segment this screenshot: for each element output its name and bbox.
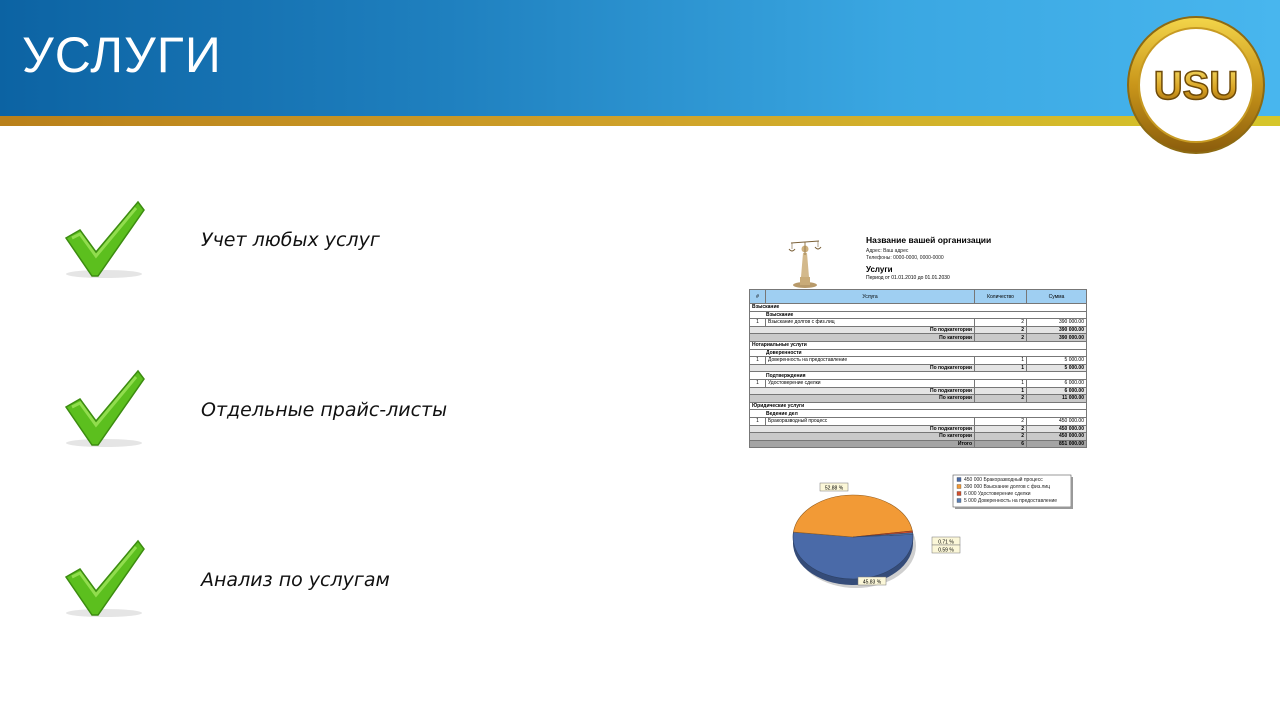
pie-data-label xyxy=(858,577,886,586)
sum-cell: 5 000.00 xyxy=(1027,364,1087,372)
org-address: Адрес: Ваш адрес xyxy=(866,248,909,254)
category-cell: Нотариальные услуги xyxy=(750,341,1087,349)
row-number-cell: 1 xyxy=(750,379,766,387)
sum-cell: 390 000.00 xyxy=(1027,319,1087,327)
services-pie-chart xyxy=(750,470,1090,595)
svg-text:0.59 %: 0.59 % xyxy=(938,547,954,554)
org-name: Название вашей организации xyxy=(866,235,992,245)
pie-slice xyxy=(793,495,912,537)
bullet-text-analysis: Анализ по услугам xyxy=(201,569,390,591)
pie-legend xyxy=(953,475,1073,509)
usu-logo xyxy=(1125,14,1267,156)
page-title: УСЛУГИ xyxy=(22,27,222,83)
category-cell: Взыскание xyxy=(750,304,1087,312)
check-icon xyxy=(58,369,150,449)
report-title: Услуги xyxy=(866,265,893,274)
table-row xyxy=(750,395,1087,403)
sum-cell: 6 000.00 xyxy=(1027,387,1087,395)
check-icon xyxy=(58,200,150,280)
legend-entry: 6 000 Удостоверение сделки xyxy=(964,491,1031,497)
svg-text:0.71 %: 0.71 % xyxy=(938,539,954,546)
col-header: # xyxy=(750,290,766,304)
table-row xyxy=(750,304,1087,312)
service-name-cell: Взыскание долгов с физ.лиц xyxy=(766,319,975,327)
subtotal-label-cell: По категории xyxy=(750,433,975,441)
check-icon xyxy=(58,539,150,619)
quantity-cell: 1 xyxy=(975,387,1027,395)
legend-entry: 450 000 Бракоразводный процесс xyxy=(964,477,1043,483)
themis-statue-icon xyxy=(786,233,824,289)
table-row xyxy=(750,349,1087,357)
sum-cell: 450 000.00 xyxy=(1027,425,1087,433)
subtotal-label-cell: Итого xyxy=(750,440,975,448)
table-row xyxy=(750,387,1087,395)
table-row xyxy=(750,425,1087,433)
col-header: Количество xyxy=(975,290,1027,304)
table-row xyxy=(750,334,1087,342)
quantity-cell: 1 xyxy=(975,364,1027,372)
quantity-cell: 2 xyxy=(975,425,1027,433)
table-row xyxy=(750,326,1087,334)
table-row xyxy=(750,402,1087,410)
quantity-cell: 2 xyxy=(975,334,1027,342)
bullet-text-pricelists: Отдельные прайс-листы xyxy=(201,399,448,421)
legend-swatch xyxy=(957,485,961,489)
bullet-text-services: Учет любых услуг xyxy=(201,229,380,251)
sum-cell: 390 000.00 xyxy=(1027,326,1087,334)
legend-entry: 390 000 Взыскание долгов с физ.лиц xyxy=(964,484,1051,490)
table-row xyxy=(750,357,1087,365)
service-name-cell: Удостоверение сделки xyxy=(766,379,975,387)
sum-cell: 450 000.00 xyxy=(1027,433,1087,441)
quantity-cell: 2 xyxy=(975,319,1027,327)
legend-entry: 5 000 Доверенность на предоставление xyxy=(964,498,1058,504)
subtotal-label-cell: По подкатегории xyxy=(750,425,975,433)
quantity-cell: 2 xyxy=(975,417,1027,425)
header-bar xyxy=(0,0,1280,116)
pie-data-label xyxy=(932,537,960,546)
category-cell: Юридические услуги xyxy=(750,402,1087,410)
table-row xyxy=(750,311,1087,319)
service-name-cell: Бракоразводный процесс xyxy=(766,417,975,425)
quantity-cell: 1 xyxy=(975,357,1027,365)
table-row xyxy=(750,410,1087,418)
subtotal-label-cell: По категории xyxy=(750,334,975,342)
subtotal-label-cell: По подкатегории xyxy=(750,326,975,334)
logo-text: USU xyxy=(1153,64,1239,108)
sum-cell: 5 000.00 xyxy=(1027,357,1087,365)
table-row xyxy=(750,440,1087,448)
legend-swatch xyxy=(957,492,961,496)
table-header-row xyxy=(750,290,1087,304)
row-number-cell: 1 xyxy=(750,357,766,365)
legend-swatch xyxy=(957,478,961,482)
table-row xyxy=(750,372,1087,380)
table-row xyxy=(750,433,1087,441)
table-row xyxy=(750,341,1087,349)
quantity-cell: 2 xyxy=(975,326,1027,334)
col-header: Сумма xyxy=(1027,290,1087,304)
table-row xyxy=(750,379,1087,387)
pie-data-label xyxy=(820,483,848,492)
quantity-cell: 2 xyxy=(975,433,1027,441)
sum-cell: 450 000.00 xyxy=(1027,417,1087,425)
quantity-cell: 2 xyxy=(975,395,1027,403)
subtotal-label-cell: По категории xyxy=(750,395,975,403)
table-row xyxy=(750,364,1087,372)
subcategory-cell: Ведение дел xyxy=(750,410,1087,418)
service-name-cell: Доверенность на предоставление xyxy=(766,357,975,365)
sum-cell: 11 000.00 xyxy=(1027,395,1087,403)
table-row xyxy=(750,319,1087,327)
report-period: Период от 01.01.2010 до 01.01.2030 xyxy=(866,275,950,281)
subcategory-cell: Взыскание xyxy=(750,311,1087,319)
header-stripe xyxy=(0,116,1280,126)
sum-cell: 6 000.00 xyxy=(1027,379,1087,387)
subtotal-label-cell: По подкатегории xyxy=(750,387,975,395)
svg-text:45.83 %: 45.83 % xyxy=(862,579,882,586)
quantity-cell: 1 xyxy=(975,379,1027,387)
legend-swatch xyxy=(957,499,961,503)
row-number-cell: 1 xyxy=(750,417,766,425)
services-table xyxy=(749,289,1087,448)
col-header: Услуга xyxy=(766,290,975,304)
subcategory-cell: Подтверждения xyxy=(750,372,1087,380)
org-phones: Телефоны: 0000-0000, 0000-0000 xyxy=(866,255,944,261)
subcategory-cell: Доверенности xyxy=(750,349,1087,357)
row-number-cell: 1 xyxy=(750,319,766,327)
sum-cell: 851 000.00 xyxy=(1027,440,1087,448)
quantity-cell: 6 xyxy=(975,440,1027,448)
subtotal-label-cell: По подкатегории xyxy=(750,364,975,372)
svg-text:52.88 %: 52.88 % xyxy=(824,485,844,492)
pie-data-label xyxy=(932,545,960,554)
table-row xyxy=(750,417,1087,425)
sum-cell: 390 000.00 xyxy=(1027,334,1087,342)
